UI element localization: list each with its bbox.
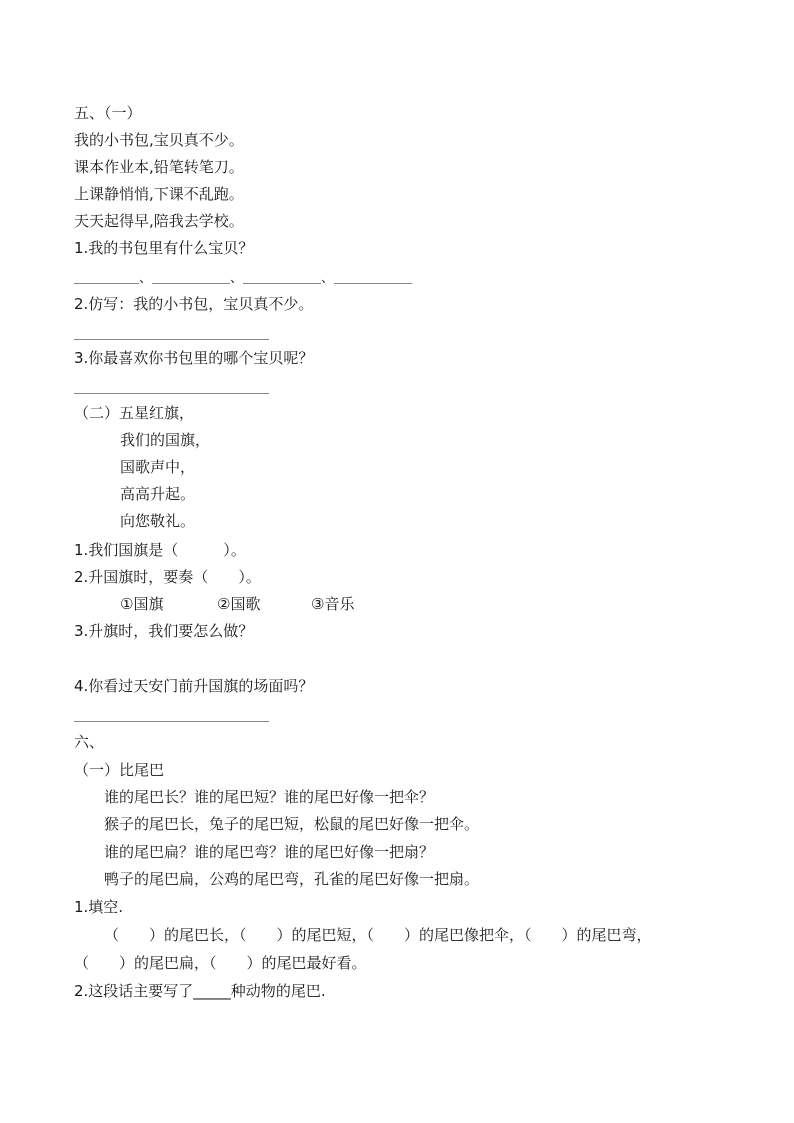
question-1: 1.我的书包里有什么宝贝？ — [74, 239, 254, 257]
poem2-line-2: 国歌声中， — [120, 458, 196, 476]
option-1: ①国旗 — [120, 595, 164, 613]
section6-heading: 六、 — [74, 733, 105, 751]
section5-heading: 五、（一） — [74, 104, 142, 122]
question-3: 3.你最喜欢你书包里的哪个宝贝呢？ — [74, 349, 314, 367]
poem2-line-1: 我们的国旗， — [120, 431, 211, 449]
part2-heading: （二）五星红旗， — [74, 404, 195, 422]
section6-question-2: 2.这段话主要写了_____种动物的尾巴. — [74, 982, 326, 1000]
answer-blank-3: ＿＿＿＿＿＿＿＿＿＿＿＿＿＿＿ — [74, 381, 270, 396]
fill-line-1: （ ）的尾巴长，（ ）的尾巴短，（ ）的尾巴像把伞，（ ）的尾巴弯， — [104, 926, 652, 944]
passage-line-3: 谁的尾巴扁？谁的尾巴弯？谁的尾巴好像一把扇？ — [104, 843, 435, 861]
answer-blank-4: ＿＿＿＿＿＿＿＿＿＿＿＿＿＿＿ — [74, 709, 270, 724]
poem2-line-4: 向您敬礼。 — [120, 512, 196, 530]
section6-part1-heading: （一）比尾巴 — [74, 761, 165, 779]
poem1-line-4: 天天起得早,陪我去学校。 — [74, 212, 244, 230]
passage-line-1: 谁的尾巴长？谁的尾巴短？谁的尾巴好像一把伞？ — [104, 788, 435, 806]
section6-question-1: 1.填空. — [74, 898, 124, 916]
answer-blank-2: ＿＿＿＿＿＿＿＿＿＿＿＿＿＿＿ — [74, 327, 270, 342]
option-3: ③音乐 — [311, 595, 355, 613]
passage-line-2: 猴子的尾巴长，兔子的尾巴短，松鼠的尾巴好像一把伞。 — [104, 815, 480, 833]
passage-line-4: 鸭子的尾巴扁，公鸡的尾巴弯，孔雀的尾巴好像一把扇。 — [104, 870, 480, 888]
poem2-line-3: 高高升起。 — [120, 485, 196, 503]
fill-line-2: （ ）的尾巴扁，（ ）的尾巴最好看。 — [74, 954, 367, 972]
part2-question-1: 1.我们国旗是（ ）。 — [74, 541, 246, 559]
option-2: ②国歌 — [217, 595, 261, 613]
part2-question-3: 3.升旗时，我们要怎么做？ — [74, 622, 254, 640]
part2-question-4: 4.你看过天安门前升国旗的场面吗？ — [74, 677, 314, 695]
answer-blank-1: ＿＿＿＿＿、＿＿＿＿＿＿、＿＿＿＿＿＿、＿＿＿＿＿＿ — [74, 271, 413, 286]
poem1-line-1: 我的小书包,宝贝真不少。 — [74, 131, 244, 149]
part2-question-2: 2.升国旗时，要奏（ ）。 — [74, 568, 261, 586]
poem1-line-2: 课本作业本,铅笔转笔刀。 — [74, 158, 244, 176]
poem1-line-3: 上课静悄悄,下课不乱跑。 — [74, 185, 244, 203]
question-2: 2.仿写：我的小书包，宝贝真不少。 — [74, 295, 314, 313]
